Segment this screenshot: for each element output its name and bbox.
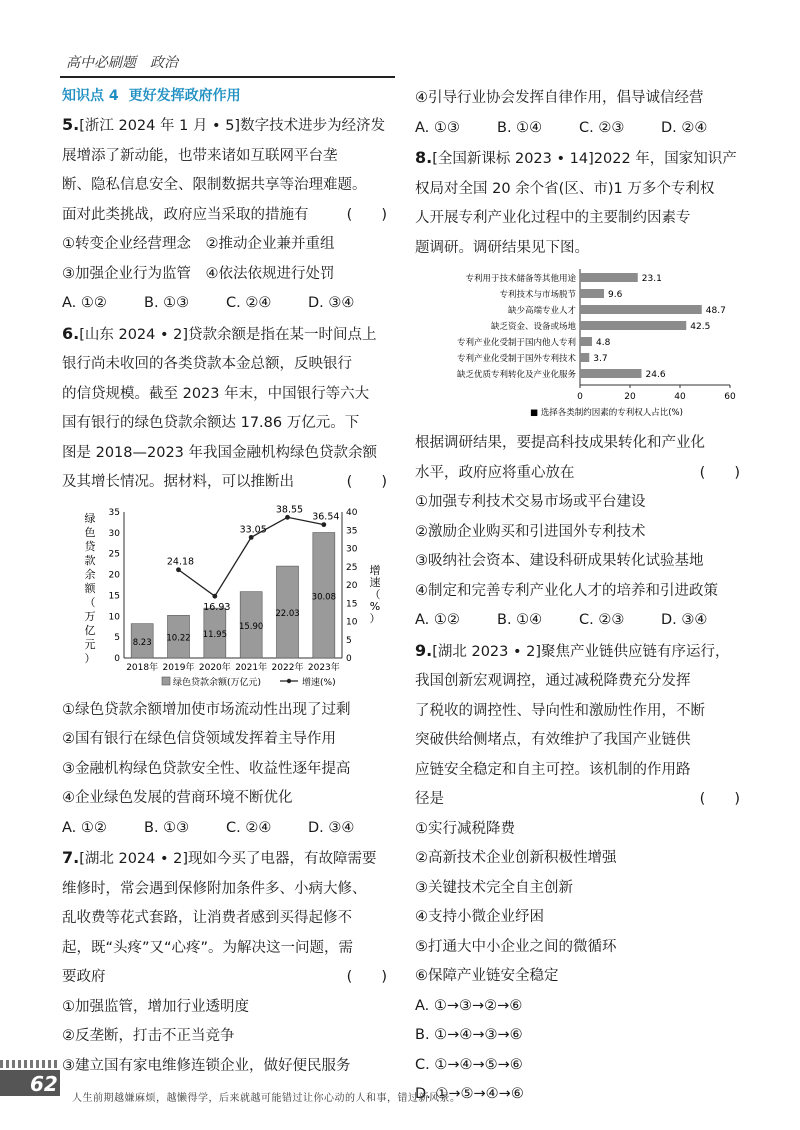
patent-factor-chart [415,263,750,429]
x-tick-label: 20 [624,392,636,402]
bar-value-label: 15.90 [238,621,264,632]
question-line: 应链安全稳定和自主可控。该机制的作用路 [415,761,691,778]
legend-label-line: 增速(%) [302,677,336,688]
y-axis-label-left-char: 额 [84,581,96,595]
choice-d[interactable]: D. ①→⑤→④→⑥ [415,1086,524,1102]
choice-b[interactable]: B. ①③ [144,295,190,311]
option-line: ②激励企业购买和引进国外专利技术 [415,523,646,540]
y-tick-right: 25 [346,562,358,573]
growth-point [212,593,217,598]
y-tick-right: 40 [346,507,358,518]
question-number: 7. [62,848,80,867]
question-line: 了税收的调控性、导向性和激励性作用，不断 [415,702,705,719]
choice-a[interactable]: A. ①② [415,612,460,628]
y-axis-label-left-char: 元 [84,637,96,651]
growth-value-label: 38.55 [275,503,304,515]
bar-value-label: 11.95 [202,629,228,640]
y-tick-right: 10 [346,617,358,627]
green-loan-chart-svg [62,498,397,690]
bar-value-label: 8.23 [132,637,152,648]
y-axis-label-right-char: 增 [369,563,381,577]
question-line: 断、隐私信息安全、限制数据共享等治理难题。 [62,177,367,193]
option-line: ①实行减税降费 [415,820,515,837]
question-line: [山东 2024 • 2]贷款余额是指在某一时间点上 [79,326,377,343]
choice-b[interactable]: B. ①④ [497,612,543,628]
option-line: ③建立国有家电维修连锁企业，做好便民服务 [62,1057,351,1074]
choice-c[interactable]: C. ②③ [579,119,625,136]
bar-value-label: 22.03 [275,608,300,619]
factor-bar [580,353,589,362]
choice-d[interactable]: D. ③④ [308,819,355,836]
y-axis-label-left-char: （ [84,595,96,609]
question-line: 突破供给侧堵点，有效维护了我国产业链供 [415,732,691,748]
y-axis-label-left-char: 绿 [84,511,96,525]
option-line: ①转变企业经营理念 ②推动企业兼并重组 [62,236,335,252]
left-column [62,84,397,1081]
question-6 [62,319,397,498]
x-tick-label: 2023年 [307,662,340,673]
factor-bar [580,369,642,378]
choice-b[interactable]: B. ①③ [144,819,190,836]
right-column [415,84,750,1110]
legend-swatch-point [287,678,291,682]
question-number: 8. [415,148,433,167]
option-line: ③吸纳社会资本、建设科研成果转化试验基地 [415,553,704,569]
option-line: ①绿色贷款余额增加使市场流动性出现了过剩 [62,701,351,718]
question-line: 面对此类挑战，政府应当采取的措施有 [62,206,309,223]
question-line: 人开展专利产业化过程中的主要制约因素专 [415,210,691,226]
header-rule [60,76,395,78]
option-line: ②反垄断，打击不正当竞争 [62,1028,235,1044]
question-7-continued [415,84,750,143]
x-tick-label: 0 [577,392,583,402]
y-tick-right: 5 [346,635,352,646]
x-tick-label: 2018年 [126,662,159,673]
option-line: ④制定和完善专利产业化人才的培养和引进政策 [415,582,718,599]
section-heading [62,84,397,108]
option-line: ⑤打通大中小企业之间的微循环 [415,938,617,955]
question-line: 乱收费等花式套路，让消费者感到买得起修不 [62,910,352,926]
option-line: ④引导行业协会发挥自律作用，倡导诚信经营 [415,90,704,106]
legend-label: ■ 选择各类制约因素的专利权人占比(%) [530,408,683,418]
answer-blank[interactable]: ( ) [346,969,387,985]
question-line: 维修时，常会遇到保修附加条件多、小病大修、 [62,880,367,897]
choice-a[interactable]: A. ①③ [415,119,460,136]
question-line: 我国创新宏观调控，通过减税降费充分发挥 [415,673,691,689]
answer-blank[interactable]: ( ) [699,464,740,481]
y-axis-label-right-char: % [369,599,381,613]
answer-blank[interactable]: ( ) [346,474,387,490]
choice-c[interactable]: C. ②③ [579,612,625,628]
y-tick-left: 25 [108,549,120,560]
growth-value-label: 33.05 [239,523,267,535]
y-axis-label-right-char: 速 [369,575,381,589]
y-tick-right: 15 [346,598,358,609]
option-line: ④支持小微企业纾困 [415,909,544,925]
section-label: 知识点 4 [62,88,119,104]
patent-factor-chart-svg [415,263,750,425]
footer-dots [0,1060,60,1068]
x-tick-label: 60 [724,392,736,402]
factor-bar [580,273,638,282]
y-tick-right: 35 [346,525,358,536]
category-label: 专利产业化受制于国外专利技术 [456,354,576,364]
green-loan-chart [62,498,397,694]
category-label: 专利用于技术储备等其他用途 [465,274,576,284]
option-line: ③加强企业行为监管 ④依法依规进行处罚 [62,265,335,282]
question-line: 起，既“头疼”又“心疼”。为解决这一问题，需 [62,939,354,956]
option-line: ④企业绿色发展的营商环境不断优化 [62,790,293,806]
category-label: 缺乏资金、设备或场地 [490,322,576,332]
bar-value-label: 9.6 [608,290,623,300]
y-axis-label-left-char: ） [84,651,96,665]
y-tick-left: 15 [108,590,120,601]
growth-value-label: 24.18 [166,556,195,568]
growth-point [321,522,326,527]
question-6-options [62,696,397,844]
y-tick-left: 10 [108,611,120,622]
y-axis-label-left-char: 万 [84,609,96,623]
question-line: 银行尚未收回的各类贷款本金总额，反映银行 [62,356,352,372]
y-tick-right: 30 [346,544,358,554]
question-7 [62,843,397,1081]
question-9 [415,636,750,1110]
answer-blank[interactable]: ( ) [699,791,740,807]
footer-motto: 人生前期越嫌麻烦，越懒得学，后来就越可能错过让你心动的人和事，错过新风景。 [72,1093,461,1104]
bar-value-label: 23.1 [641,274,662,284]
question-number: 9. [415,640,433,660]
y-tick-left: 35 [108,507,120,518]
y-axis-label-left-char: 款 [84,553,96,567]
bar-value-label: 48.7 [705,306,726,316]
choice-row [415,606,750,636]
section-title: 更好发挥政府作用 [128,88,241,104]
question-line: 国有银行的绿色贷款余额达 17.86 万亿元。下 [62,415,360,431]
factor-bar [580,305,702,314]
option-line: ①加强监管，增加行业透明度 [62,998,249,1015]
choice-a[interactable]: A. ①② [62,295,107,311]
answer-blank[interactable]: ( ) [346,206,387,223]
question-line: 题调研。调研结果见下图。 [415,239,589,256]
question-line: [湖北 2024 • 2]现如今买了电器，有故障需要 [79,851,377,867]
question-line: 径是 [415,791,444,807]
question-8 [415,143,750,263]
option-line: ②高新技术企业创新积极性增强 [415,850,617,866]
legend-label-bar: 绿色贷款余额(万亿元) [173,677,262,688]
x-tick-label: 2020年 [198,662,231,673]
choice-d[interactable]: D. ③④ [308,295,355,311]
question-5 [62,110,397,319]
question-line: 要政府 [62,969,106,985]
choice-c[interactable]: C. ②④ [226,819,272,836]
factor-bar [580,321,686,330]
question-number: 5. [62,115,80,134]
factor-bar [580,337,592,346]
question-line: 的信贷规模。截至 2023 年末，中国银行等六大 [62,385,370,402]
question-line: 及其增长情况。据材料，可以推断出 [62,474,294,490]
y-axis-label-left-char: 亿 [84,623,96,637]
x-tick-label: 2019年 [162,662,195,673]
choice-c[interactable]: C. ②④ [226,295,272,311]
y-axis-label-right-char: ） [369,611,381,625]
question-line: [浙江 2024 年 1 月 • 5]数字技术进步为经济发 [79,118,386,134]
bar-value-label: 30.08 [311,591,337,602]
choice-row [62,289,397,319]
question-line: [湖北 2023 • 2]聚焦产业链供应链有序运行， [432,643,730,660]
bar-value-label: 42.5 [690,322,711,332]
option-line: ⑥保障产业链安全稳定 [415,968,559,984]
y-tick-right: 0 [346,653,352,664]
growth-point [176,567,181,572]
y-axis-label-left-char: 余 [84,567,96,581]
y-tick-left: 0 [114,653,120,664]
growth-value-label: 36.54 [312,511,340,523]
category-label: 缺乏优质专利转化及产业化服务 [456,370,576,380]
question-8-body [415,429,750,636]
factor-bar [580,289,604,298]
x-tick-label: 40 [674,392,686,402]
question-line: 展增添了新动能，也带来诸如互联网平台垄 [62,147,338,164]
choice-a[interactable]: A. ①② [62,819,107,836]
question-line: 水平，政府应将重心放在 [415,464,575,481]
question-line: 权局对全国 20 余个省(区、市)1 万多个专利权 [415,180,715,197]
option-line: ③金融机构绿色贷款安全性、收益性逐年提高 [62,760,351,777]
x-tick-label: 2021年 [235,662,268,673]
growth-point [285,514,290,519]
category-label: 缺少高端专业人才 [507,306,576,316]
choice-row [415,114,750,144]
y-tick-left: 20 [108,570,120,581]
y-axis-label-left-char: 贷 [84,539,96,553]
y-axis-label-right-char: （ [369,587,381,601]
growth-point [249,534,254,539]
option-line: ②国有银行在绿色信贷领域发挥着主导作用 [62,731,336,747]
choice-b[interactable]: B. ①④ [497,119,543,136]
y-axis-label-left-char: 色 [84,525,96,539]
choice-d[interactable]: D. ③④ [661,612,708,628]
y-tick-left: 5 [114,632,120,643]
choice-c[interactable]: C. ①→④→⑤→⑥ [415,1056,523,1073]
category-label: 专利产业化受制于国内他人专利 [456,338,576,348]
bar-value-label: 4.8 [596,338,611,348]
bar-value-label: 10.22 [166,633,191,644]
choice-d[interactable]: D. ②④ [661,119,708,136]
bar-value-label: 3.7 [593,354,608,364]
growth-value-label: 16.93 [203,601,231,613]
option-line: ①加强专利技术交易市场或平台建设 [415,494,646,510]
y-tick-right: 20 [346,580,358,591]
question-line: [全国新课标 2023 • 14]2022 年，国家知识产 [432,151,737,167]
y-tick-left: 30 [108,528,120,539]
choice-b[interactable]: B. ①→④→③→⑥ [415,1027,523,1043]
question-line: 根据调研结果，要提高科技成果转化和产业化 [415,435,705,451]
x-tick-label: 2022年 [271,662,304,673]
category-label: 专利技术与市场脱节 [499,290,576,300]
question-number: 6. [62,323,80,343]
legend-swatch-bar [162,677,170,685]
bar-value-label: 24.6 [645,370,666,380]
question-line: 图是 2018—2023 年我国金融机构绿色贷款余额 [62,444,378,461]
choice-a[interactable]: A. ①→③→②→⑥ [415,997,523,1014]
running-header: 高中必刷题 政治 [66,55,178,71]
choice-row [62,814,397,844]
page-number: 62 [30,1072,58,1096]
option-line: ③关键技术完全自主创新 [415,879,573,896]
